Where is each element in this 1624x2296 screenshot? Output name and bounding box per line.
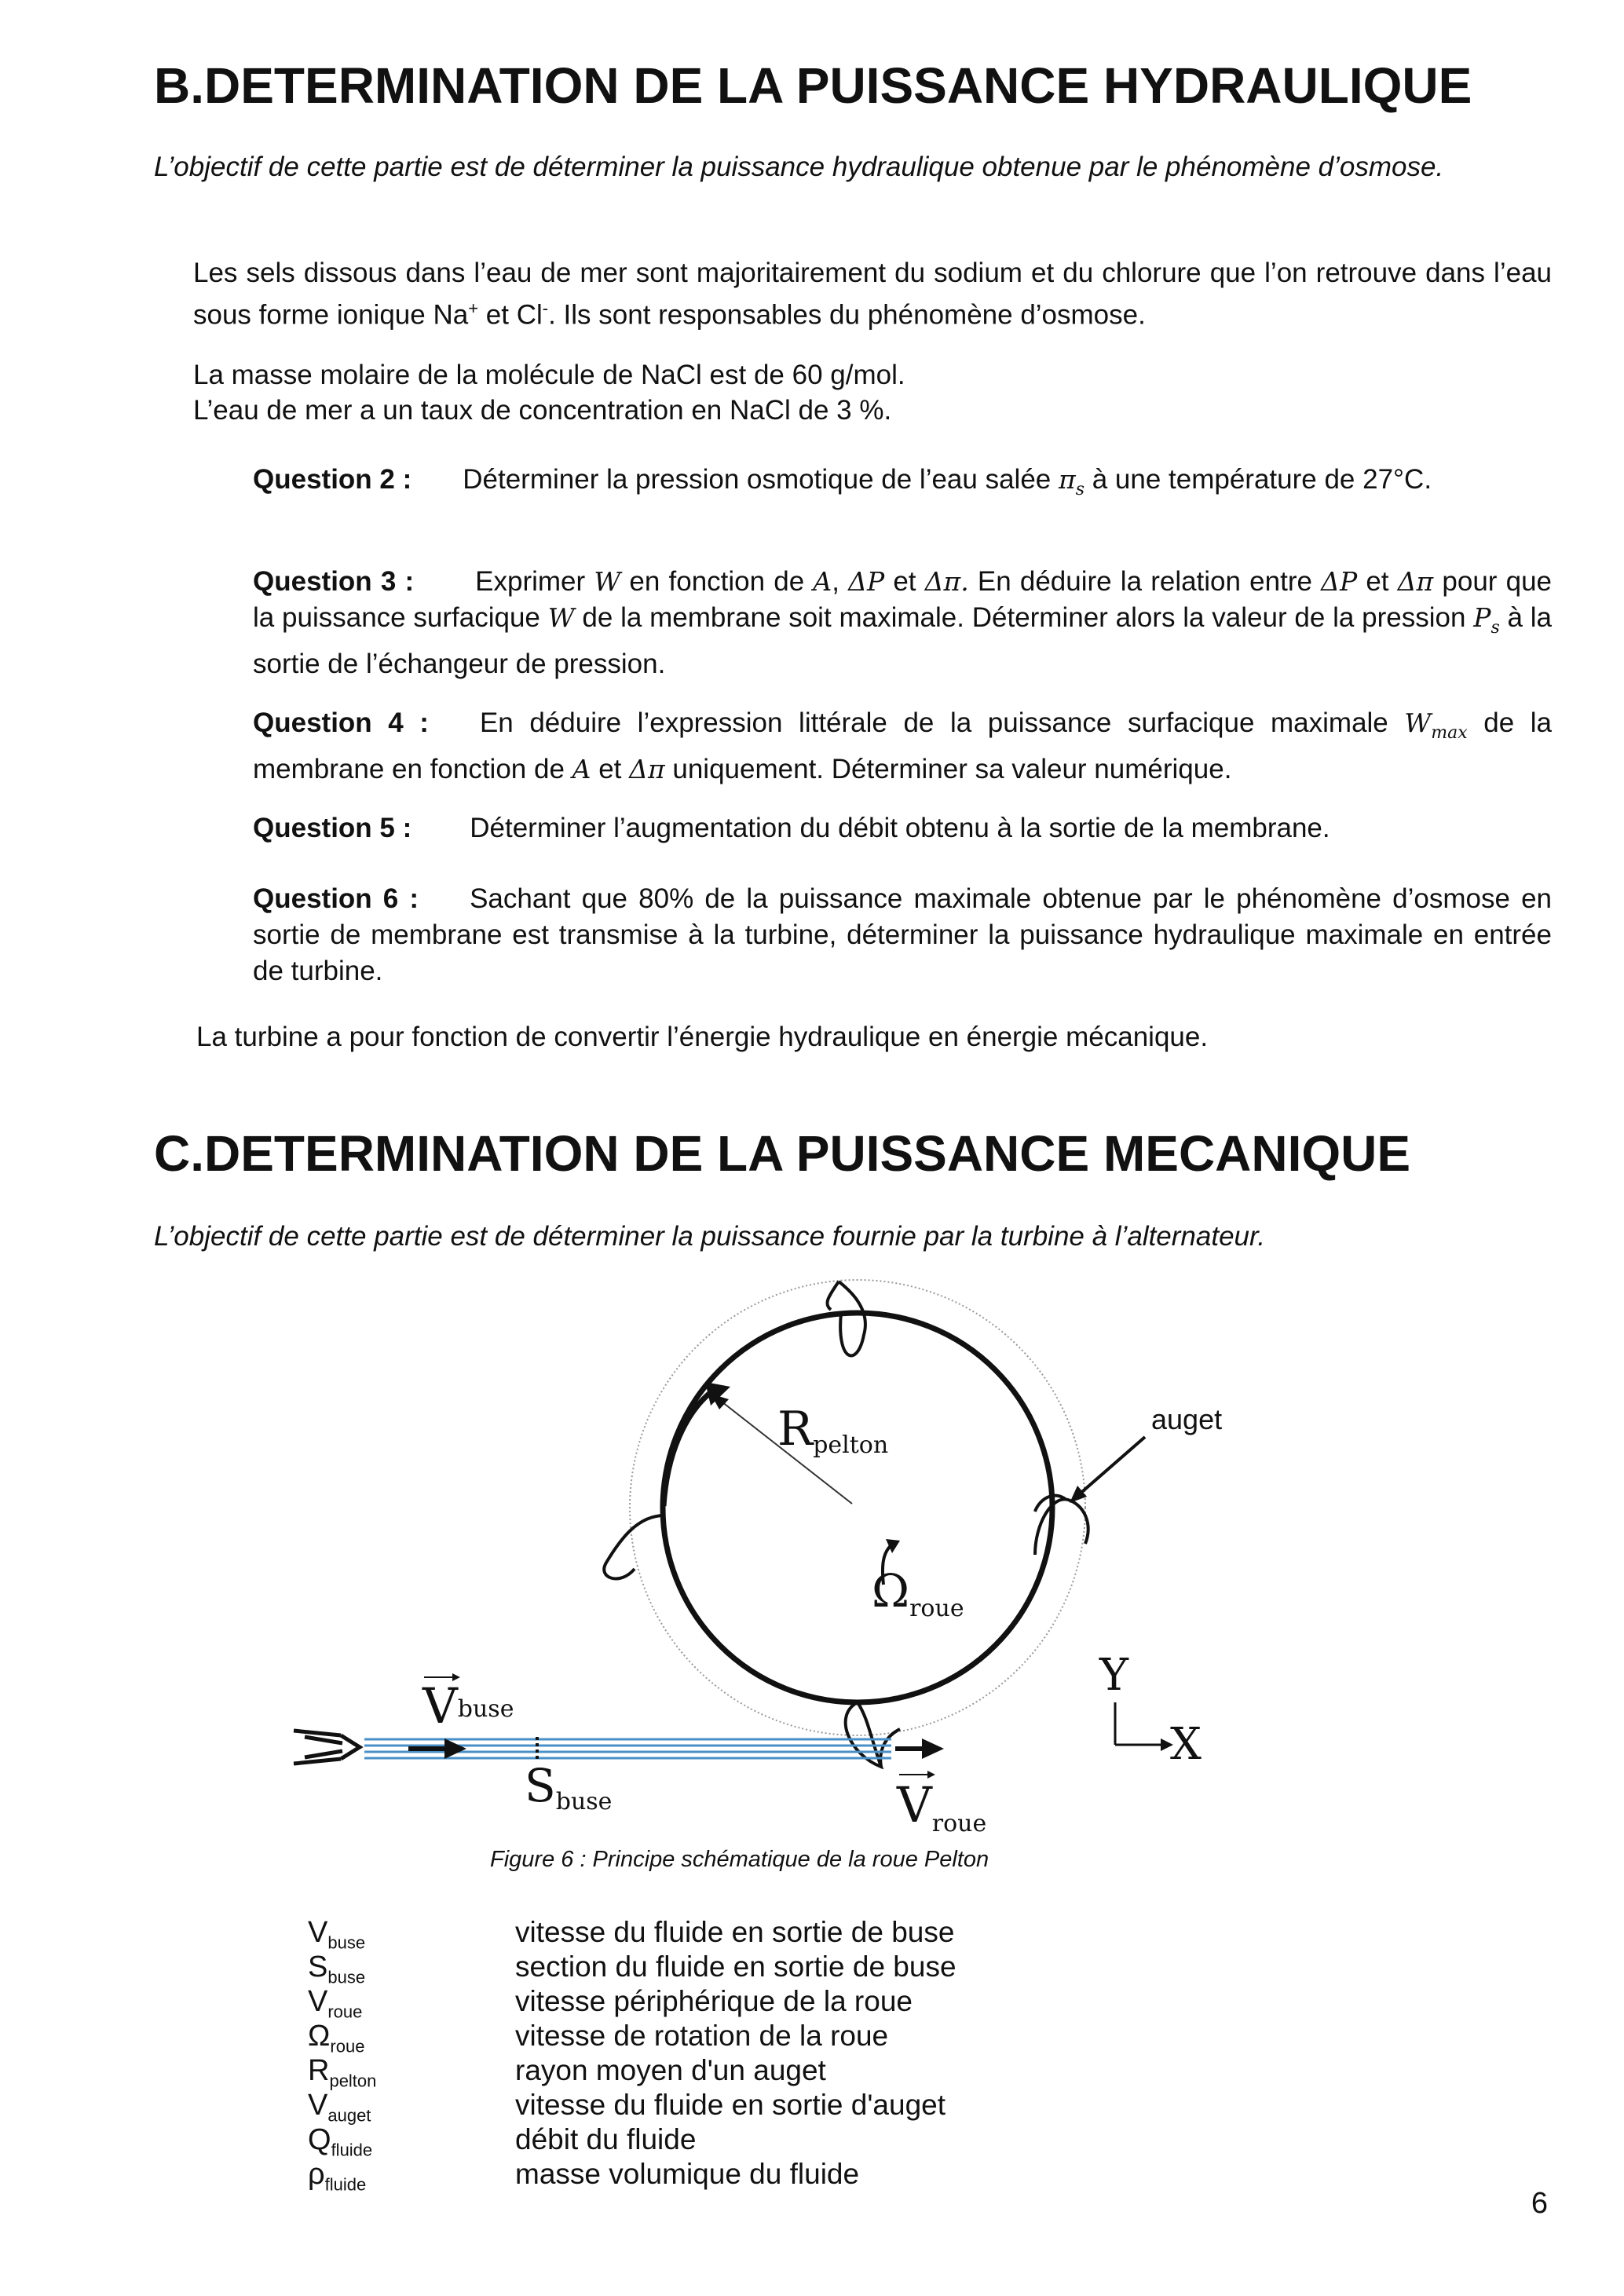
omega-label: $\Omega_{roue}$ <box>872 1564 964 1622</box>
auget-left <box>604 1515 664 1578</box>
glossary-symbol: $S_{buse}$ <box>308 1951 366 1987</box>
section-c-intro: L’objectif de cette partie est de déterminer la puissance fournie par la turbine à l’alternateur. <box>154 1221 1266 1252</box>
question-3: Question 3 : Exprimer W en fonction de A, ΔP et Δπ. En déduire la relation entre ΔP et Δπ pour que la puissance surfacique W de la membrane soit maximale. Déterminer alors la valeur de la pression $P_s$ à la sortie de l’échangeur de pression. <box>253 566 1553 679</box>
vbuse-arrowhead <box>444 1738 466 1759</box>
section-c-title: C.DETERMINATION DE LA PUISSANCE MECANIQUE <box>154 1125 1411 1182</box>
glossary-symbol: $R_{pelton}$ <box>308 2054 377 2091</box>
wheel-circle <box>663 1313 1052 1702</box>
glossary-symbol: $V_{roue}$ <box>308 1985 363 2022</box>
auget-pointer-line <box>1077 1437 1145 1496</box>
axis-y-label: Y <box>1099 1650 1128 1701</box>
question-label: Question 3 : <box>253 566 415 597</box>
question-label: Question 4 : <box>253 707 429 738</box>
glossary-symbol: $\Omega_{roue}$ <box>308 2020 365 2057</box>
question-5: Question 5 : Déterminer l’augmentation du débit obtenu à la sortie de la membrane. <box>253 813 1330 843</box>
nozzle <box>294 1731 360 1764</box>
section-b-intro: L’objectif de cette partie est de déterminer la puissance hydraulique obtenue par le phénomène d’osmose. <box>154 152 1444 182</box>
question-4: Question 4 : En déduire l’expression littérale de la puissance surfacique maximale $W_{max}$ de la membrane en fonction de A et Δπ uniquement. Déterminer sa valeur numérique. <box>253 707 1552 784</box>
question-label: Question 2 : <box>253 464 412 495</box>
vbuse-label: Vbuse <box>422 1677 514 1735</box>
auget-top <box>827 1281 865 1355</box>
page-number: 6 <box>1531 2187 1548 2220</box>
figure-caption: Figure 6 : Principe schématique de la roue Pelton <box>490 1847 989 1872</box>
question-label: Question 6 : <box>253 883 419 914</box>
glossary-symbol: $\rho_{fluide}$ <box>308 2158 367 2195</box>
glossary-symbol: $Q_{fluide}$ <box>308 2123 373 2160</box>
question-label: Question 5 : <box>253 813 412 843</box>
glossary-description: vitesse du fluide en sortie de buse <box>515 1916 955 1948</box>
glossary-description: section du fluide en sortie de buse <box>515 1951 956 1983</box>
glossary-description: rayon moyen d'un auget <box>515 2054 826 2086</box>
auget-right <box>1035 1496 1088 1555</box>
axis-x-label: X <box>1170 1719 1202 1770</box>
glossary-description: vitesse de rotation de la roue <box>515 2020 889 2052</box>
glossary-symbol: $V_{buse}$ <box>308 1916 366 1953</box>
paragraph-ions: Les sels dissous dans l’eau de mer sont majoritairement du sodium et du chlorure que l’on retrouve dans l’eau sous forme ionique Na+ et Cl-. Ils sont responsables du phénomène d’osmose. <box>193 258 1552 331</box>
vroue-label: Vroue <box>897 1776 987 1837</box>
auget-label: auget <box>1151 1403 1223 1435</box>
glossary-description: vitesse périphérique de la roue <box>515 1985 913 2017</box>
glossary-description: débit du fluide <box>515 2123 697 2155</box>
glossary-description: vitesse du fluide en sortie d'auget <box>515 2089 946 2121</box>
paragraph-nacl: La masse molaire de la molécule de NaCl est de 60 g/mol. L’eau de mer a un taux de concentration en NaCl de 3 %. <box>193 360 905 426</box>
glossary-symbol: $V_{auget}$ <box>308 2089 371 2126</box>
rpelton-label: Rpelton <box>777 1402 889 1459</box>
paragraph-turbine: La turbine a pour fonction de convertir l’énergie hydraulique en énergie mécanique. <box>196 1022 1209 1052</box>
vroue-arrowhead <box>922 1738 944 1759</box>
sbuse-label: Sbuse <box>525 1759 613 1815</box>
question-6: Question 6 : Sachant que 80% de la puissance maximale obtenue par le phénomène d’osmose en sortie de membrane est transmise à la turbine, déterminer la puissance hydraulique maximale en entrée de turbine. <box>253 883 1552 986</box>
section-b-title: B.DETERMINATION DE LA PUISSANCE HYDRAULIQUE <box>154 57 1472 114</box>
outer-circle <box>630 1280 1085 1735</box>
question-2: Question 2 : Déterminer la pression osmotique de l’eau salée $\pi_s$ à une température de 27°C. <box>253 464 1432 499</box>
glossary-description: masse volumique du fluide <box>515 2158 860 2190</box>
